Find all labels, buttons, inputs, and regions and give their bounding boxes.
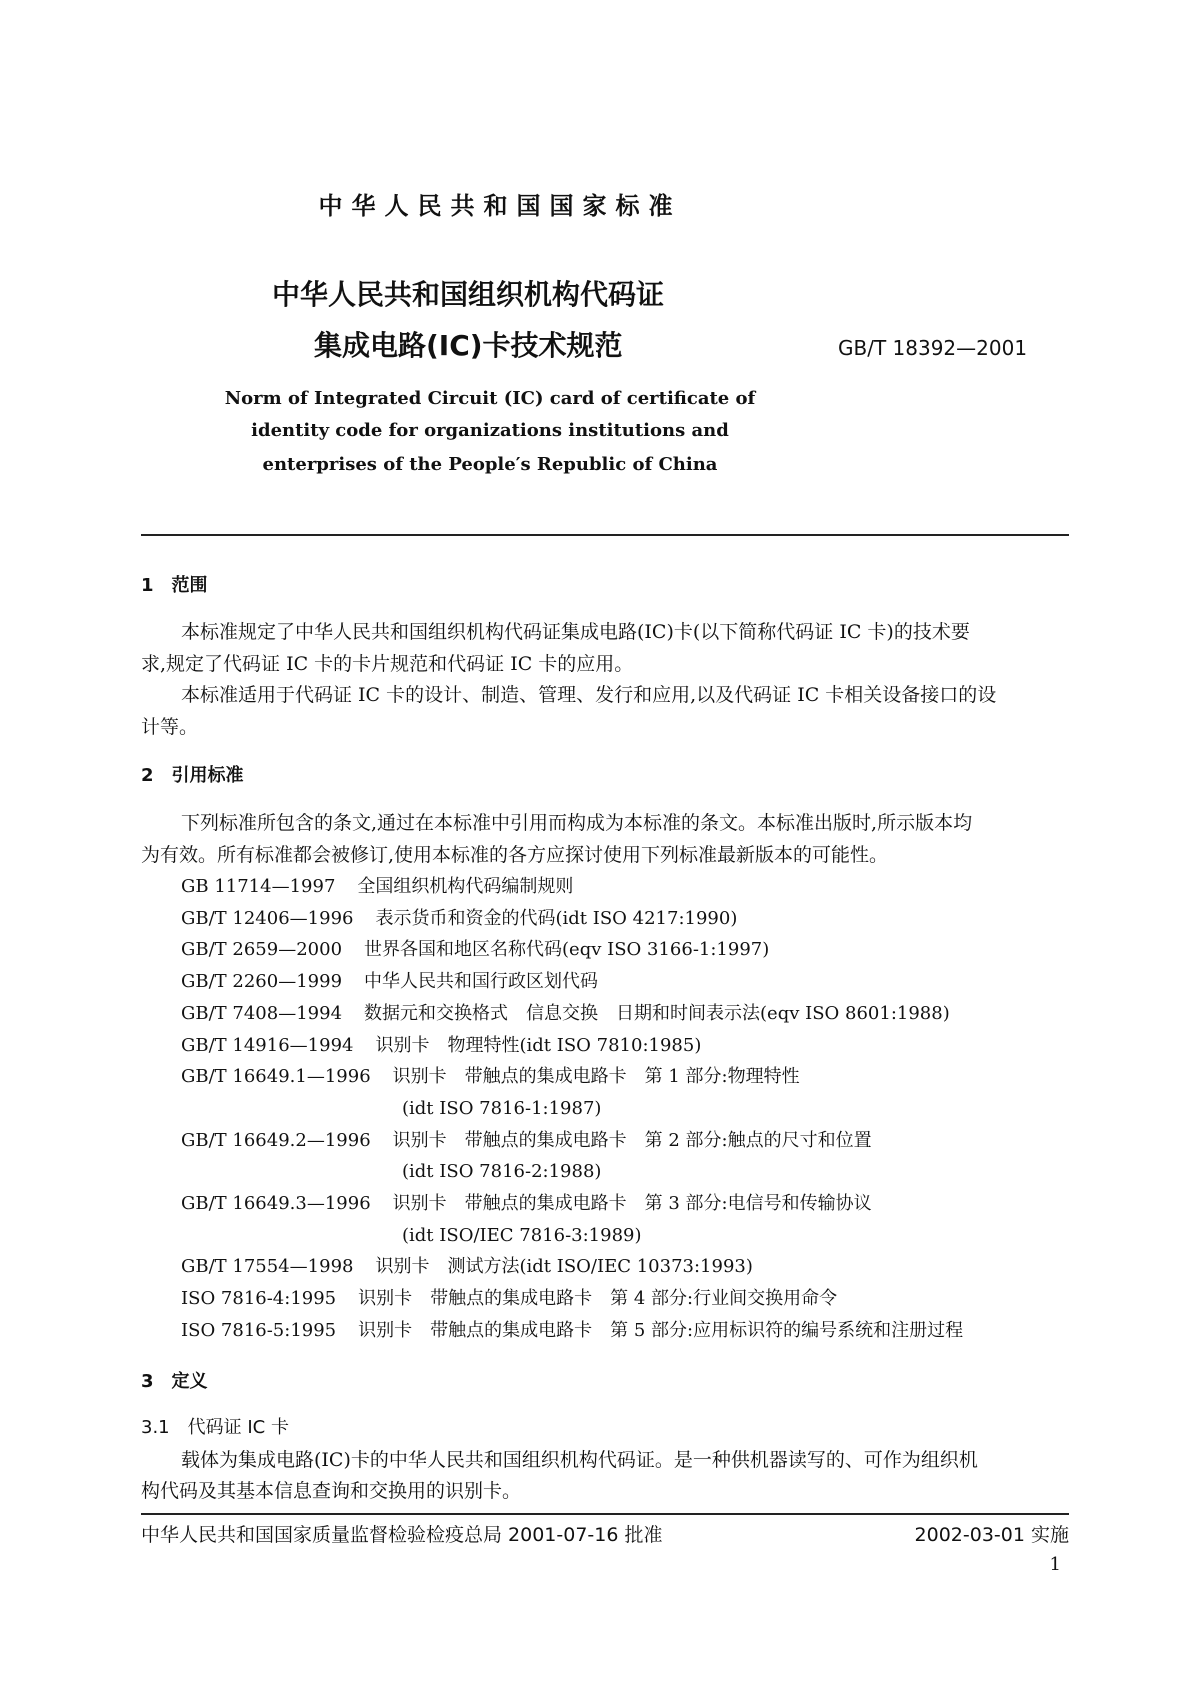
section-1-para-1: 本标准规定了中华人民共和国组织机构代码证集成电路(IC)卡(以下简称代码证 IC 卡)的技术要 (181, 621, 970, 643)
reference-continuation: (idt ISO 7816-1:1987) (402, 1097, 602, 1119)
section-3-para: 载体为集成电路(IC)卡的中华人民共和国组织机构代码证。是一种供机器读写的、可作为组织机 (181, 1449, 978, 1471)
reference-title: 识别卡 测试方法(idt ISO/IEC 10373:1993) (375, 1256, 753, 1278)
reference-title: 表示货币和资金的代码(idt ISO 4217:1990) (375, 907, 738, 929)
section-1-heading: 1 范围 (141, 575, 208, 596)
section-1-para-2-cont: 计等。 (141, 716, 199, 738)
reference-code: ISO 7816-4:1995 (181, 1288, 337, 1310)
reference-item (181, 1195, 872, 1213)
page-number: 1 (1049, 1554, 1061, 1575)
reference-item (181, 1258, 753, 1276)
reference-title: 识别卡 物理特性(idt ISO 7810:1985) (375, 1034, 702, 1056)
reference-item (181, 1034, 702, 1056)
reference-item (181, 907, 738, 929)
reference-code: GB/T 16649.1—1996 (181, 1066, 371, 1088)
reference-code: GB/T 2659—2000 (181, 939, 343, 961)
reference-code: GB/T 14916—1994 (181, 1034, 354, 1056)
section-3-heading: 3 定义 (141, 1371, 208, 1392)
reference-item (181, 1129, 872, 1151)
section-2-para-cont: 为有效。所有标准都会被修订,使用本标准的各方应探讨使用下列标准最新版本的可能性。 (141, 844, 889, 866)
reference-code: GB/T 12406—1996 (181, 907, 354, 929)
reference-item (181, 1290, 837, 1308)
section-2-heading: 2 引用标准 (141, 765, 244, 786)
reference-title: 识别卡 带触点的集成电路卡 第 4 部分:行业间交换用命令 (358, 1288, 838, 1310)
title-line-1: 中华人民共和国组织机构代码证 (272, 278, 665, 311)
reference-code: GB/T 7408—1994 (181, 1002, 343, 1024)
national-standard-label: 中华人民共和国国家标准 (318, 192, 682, 220)
reference-title: 识别卡 带触点的集成电路卡 第 2 部分:触点的尺寸和位置 (392, 1129, 872, 1151)
footer-divider (141, 1513, 1069, 1515)
reference-title: 识别卡 带触点的集成电路卡 第 5 部分:应用标识符的编号系统和注册过程 (358, 1319, 964, 1341)
section-1-para-1-cont: 求,规定了代码证 IC 卡的卡片规范和代码证 IC 卡的应用。 (141, 653, 634, 675)
reference-title: 全国组织机构代码编制规则 (357, 876, 574, 897)
implementation-date: 2002-03-01 实施 (914, 1524, 1069, 1546)
section-3-1-heading: 3.1 代码证 IC 卡 (141, 1417, 289, 1438)
english-title-2: identity code for organizations institutions and (251, 420, 729, 441)
reference-code: GB/T 16649.3—1996 (181, 1193, 371, 1214)
section-1-para-2: 本标准适用于代码证 IC 卡的设计、制造、管理、发行和应用,以及代码证 IC 卡相关设备接口的设 (181, 684, 997, 706)
reference-item (181, 941, 769, 959)
reference-code: GB/T 2260—1999 (181, 971, 343, 993)
reference-code: ISO 7816-5:1995 (181, 1319, 337, 1341)
reference-item (181, 1068, 800, 1086)
reference-continuation: (idt ISO/IEC 7816-3:1989) (402, 1224, 642, 1246)
reference-title: 识别卡 带触点的集成电路卡 第 1 部分:物理特性 (392, 1066, 800, 1088)
reference-title: 数据元和交换格式 信息交换 日期和时间表示法(eqv ISO 8601:1988) (364, 1002, 950, 1024)
header-divider (141, 534, 1069, 536)
reference-title: 世界各国和地区名称代码(eqv ISO 3166-1:1997) (364, 939, 770, 961)
english-title-1: Norm of Integrated Circuit (IC) card of certificate of (224, 388, 756, 409)
english-title-3: enterprises of the People′s Republic of China (262, 454, 718, 475)
reference-item (181, 973, 598, 991)
section-2-para: 下列标准所包含的条文,通过在本标准中引用而构成为本标准的条文。本标准出版时,所示版本均 (181, 812, 973, 834)
reference-code: GB/T 16649.2—1996 (181, 1129, 371, 1151)
reference-item (181, 1002, 950, 1024)
standard-code: GB/T 18392—2001 (838, 336, 1028, 360)
reference-title: 识别卡 带触点的集成电路卡 第 3 部分:电信号和传输协议 (392, 1193, 872, 1214)
title-line-2: 集成电路(IC)卡技术规范 (314, 329, 623, 362)
reference-item (181, 878, 573, 896)
section-3-para-cont: 构代码及其基本信息查询和交换用的识别卡。 (141, 1480, 522, 1502)
approval-text: 中华人民共和国国家质量监督检验检疫总局 2001-07-16 批准 (141, 1524, 663, 1546)
reference-code: GB/T 17554—1998 (181, 1256, 354, 1278)
reference-title: 中华人民共和国行政区划代码 (364, 971, 599, 993)
reference-item (181, 1319, 964, 1341)
reference-code: GB 11714—1997 (181, 876, 336, 897)
reference-continuation: (idt ISO 7816-2:1988) (402, 1161, 602, 1183)
